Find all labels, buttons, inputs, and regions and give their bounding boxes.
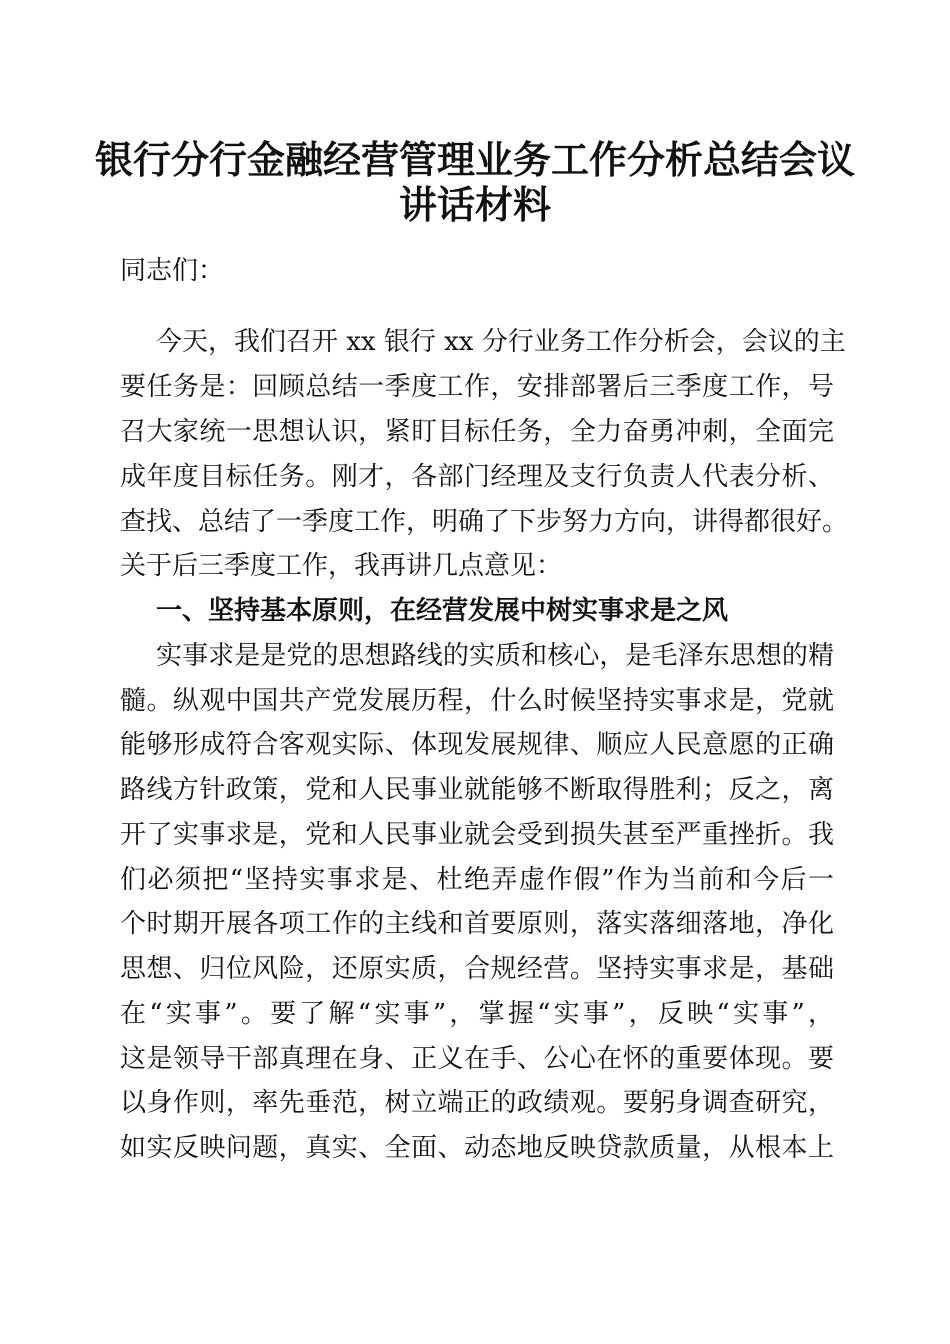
salutation: 同志们： [120,256,225,286]
paragraph-2-line: 这是领导干部真理在身、正义在手、公心在怀的重要体现。要 [120,1044,834,1074]
paragraph-1-line: 要任务是：回顾总结一季度工作，安排部署后三季度工作，号 [120,372,834,402]
document-title-line-2: 讲话材料 [398,182,551,227]
paragraph-2-line: 们必须把“坚持实事求是、杜绝弄虚作假”作为当前和今后一 [120,865,834,895]
paragraph-1-line: 关于后三季度工作，我再讲几点意见： [120,551,563,581]
paragraph-1-line: 今天，我们召开 xx 银行 xx 分行业务工作分析会，会议的主 [156,327,846,357]
paragraph-2-line: 能够形成符合客观实际、体现发展规律、顺应人民意愿的正确 [120,730,834,760]
paragraph-2-line: 如实反映问题，真实、全面、动态地反映贷款质量，从根本上 [120,1133,834,1163]
paragraph-1-line: 召大家统一思想认识，紧盯目标任务，全力奋勇冲刺，全面完 [120,417,834,447]
paragraph-2-line: 个时期开展各项工作的主线和首要原则，落实落细落地，净化 [120,909,834,939]
paragraph-2-line: 以身作则，率先垂范，树立端正的政绩观。要躬身调查研究， [120,1088,834,1118]
paragraph-2-line: 思想、归位风险，还原实质，合规经营。坚持实事求是，基础 [120,954,834,984]
paragraph-2-line: 髓。纵观中国共产党发展历程，什么时候坚持实事求是，党就 [120,686,834,716]
paragraph-2-line: 在“实事”。要了解“实事”，掌握“实事”，反映“实事”， [120,999,834,1029]
paragraph-2-line: 路线方针政策，党和人民事业就能够不断取得胜利；反之，离 [120,775,834,805]
section-1-heading: 一、坚持基本原则，在经营发展中树实事求是之风 [156,596,729,626]
paragraph-2-line: 实事求是是党的思想路线的实质和核心，是毛泽东思想的精 [156,641,834,671]
paragraph-1-line: 成年度目标任务。刚才，各部门经理及支行负责人代表分析、 [120,462,834,492]
paragraph-2-line: 开了实事求是，党和人民事业就会受到损失甚至严重挫折。我 [120,820,834,850]
paragraph-1-line: 查找、总结了一季度工作，明确了下步努力方向，讲得都很好。 [120,507,849,537]
document-title-line-1: 银行分行金融经营管理业务工作分析总结会议 [94,137,855,182]
